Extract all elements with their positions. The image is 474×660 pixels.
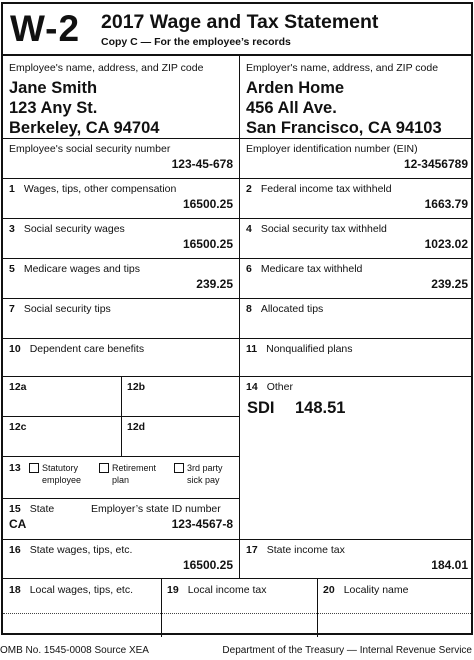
statutory-label-line1: Statutory: [42, 463, 79, 473]
box17-label: 17 State income tax: [246, 544, 345, 556]
box1-value: 16500.25: [182, 197, 233, 211]
form-code: W-2: [10, 8, 81, 49]
employee-label: Employee's name, address, and ZIP code: [9, 62, 204, 74]
divider: [3, 138, 471, 139]
box13-label: 13: [9, 462, 21, 474]
box18-label: 18 Local wages, tips, etc.: [9, 584, 133, 596]
employer-address-line1: 456 All Ave.: [246, 99, 337, 117]
divider: [121, 376, 122, 456]
box15-label: 15 State: [9, 503, 55, 515]
box3-label: 3 Social security wages: [9, 223, 125, 235]
ein-label: Employer identification number (EIN): [246, 143, 418, 155]
box12a-label: 12a: [9, 381, 27, 393]
divider: [3, 456, 239, 457]
box4-value: 1023.02: [424, 237, 468, 251]
w2-form: [1, 2, 473, 635]
box12c-label: 12c: [9, 421, 27, 433]
divider: [3, 178, 471, 179]
box11-label: 11 Nonqualified plans: [246, 343, 353, 355]
state-id-value: 123-4567-8: [171, 517, 233, 531]
divider: [3, 578, 471, 579]
box19-label: 19 Local income tax: [167, 584, 267, 596]
box7-label: 7 Social security tips: [9, 303, 111, 315]
state-id-label: Employer’s state ID number: [91, 503, 221, 515]
box5-value: 239.25: [196, 277, 233, 291]
ssn-label: Employee's social security number: [9, 143, 171, 155]
box1-label: 1 Wages, tips, other compensation: [9, 183, 177, 195]
dotted-divider: [3, 613, 471, 614]
footer-department: Department of the Treasury — Internal Revenue Service: [222, 645, 472, 656]
box4-label: 4 Social security tax withheld: [246, 223, 387, 235]
box6-value: 239.25: [431, 277, 468, 291]
box16-value: 16500.25: [182, 558, 233, 572]
retirement-label-line2: plan: [112, 475, 130, 485]
box20-label: 20 Locality name: [323, 584, 409, 596]
form-subtitle: Copy C — For the employee’s records: [101, 36, 291, 48]
employee-address-line2: Berkeley, CA 94704: [9, 119, 160, 137]
divider: [317, 578, 318, 637]
box16-label: 16 State wages, tips, etc.: [9, 544, 133, 556]
statutory-employee-checkbox[interactable]: [29, 463, 39, 473]
box17-value: 184.01: [431, 558, 468, 572]
sickpay-label-line1: 3rd party: [187, 463, 223, 473]
employee-address-line1: 123 Any St.: [9, 99, 98, 117]
box12d-label: 12d: [127, 421, 146, 433]
box8-label: 8 Allocated tips: [246, 303, 324, 315]
ssn-value: 123-45-678: [171, 157, 233, 171]
box10-label: 10 Dependent care benefits: [9, 343, 145, 355]
divider: [3, 298, 471, 299]
employer-address-line2: San Francisco, CA 94103: [246, 119, 442, 137]
box2-label: 2 Federal income tax withheld: [246, 183, 392, 195]
divider: [3, 258, 471, 259]
employer-label: Employer's name, address, and ZIP code: [246, 62, 439, 74]
statutory-label-line2: employee: [42, 475, 82, 485]
footer-omb: OMB No. 1545-0008 Source XEA: [0, 645, 149, 656]
retirement-plan-checkbox[interactable]: [99, 463, 109, 473]
divider: [3, 218, 471, 219]
box6-label: 6 Medicare tax withheld: [246, 263, 363, 275]
third-party-sick-pay-checkbox[interactable]: [174, 463, 184, 473]
divider: [239, 56, 240, 578]
divider: [3, 498, 239, 499]
ein-value: 12-3456789: [403, 157, 468, 171]
box14-value: 148.51: [295, 399, 346, 417]
employer-name: Arden Home: [246, 79, 345, 97]
box12b-label: 12b: [127, 381, 146, 393]
sickpay-label-line2: sick pay: [187, 475, 220, 485]
form-title: 2017 Wage and Tax Statement: [101, 11, 379, 33]
employee-name: Jane Smith: [9, 79, 98, 97]
box5-label: 5 Medicare wages and tips: [9, 263, 140, 275]
divider: [3, 338, 471, 339]
box3-value: 16500.25: [182, 237, 233, 251]
form-header: [3, 4, 471, 56]
state-value: CA: [9, 517, 27, 531]
box14-label: 14 Other: [246, 381, 293, 393]
divider: [161, 578, 162, 637]
divider: [3, 376, 471, 377]
divider: [3, 539, 471, 540]
box2-value: 1663.79: [424, 197, 468, 211]
retirement-label-line1: Retirement: [112, 463, 157, 473]
box14-code: SDI: [247, 399, 275, 417]
